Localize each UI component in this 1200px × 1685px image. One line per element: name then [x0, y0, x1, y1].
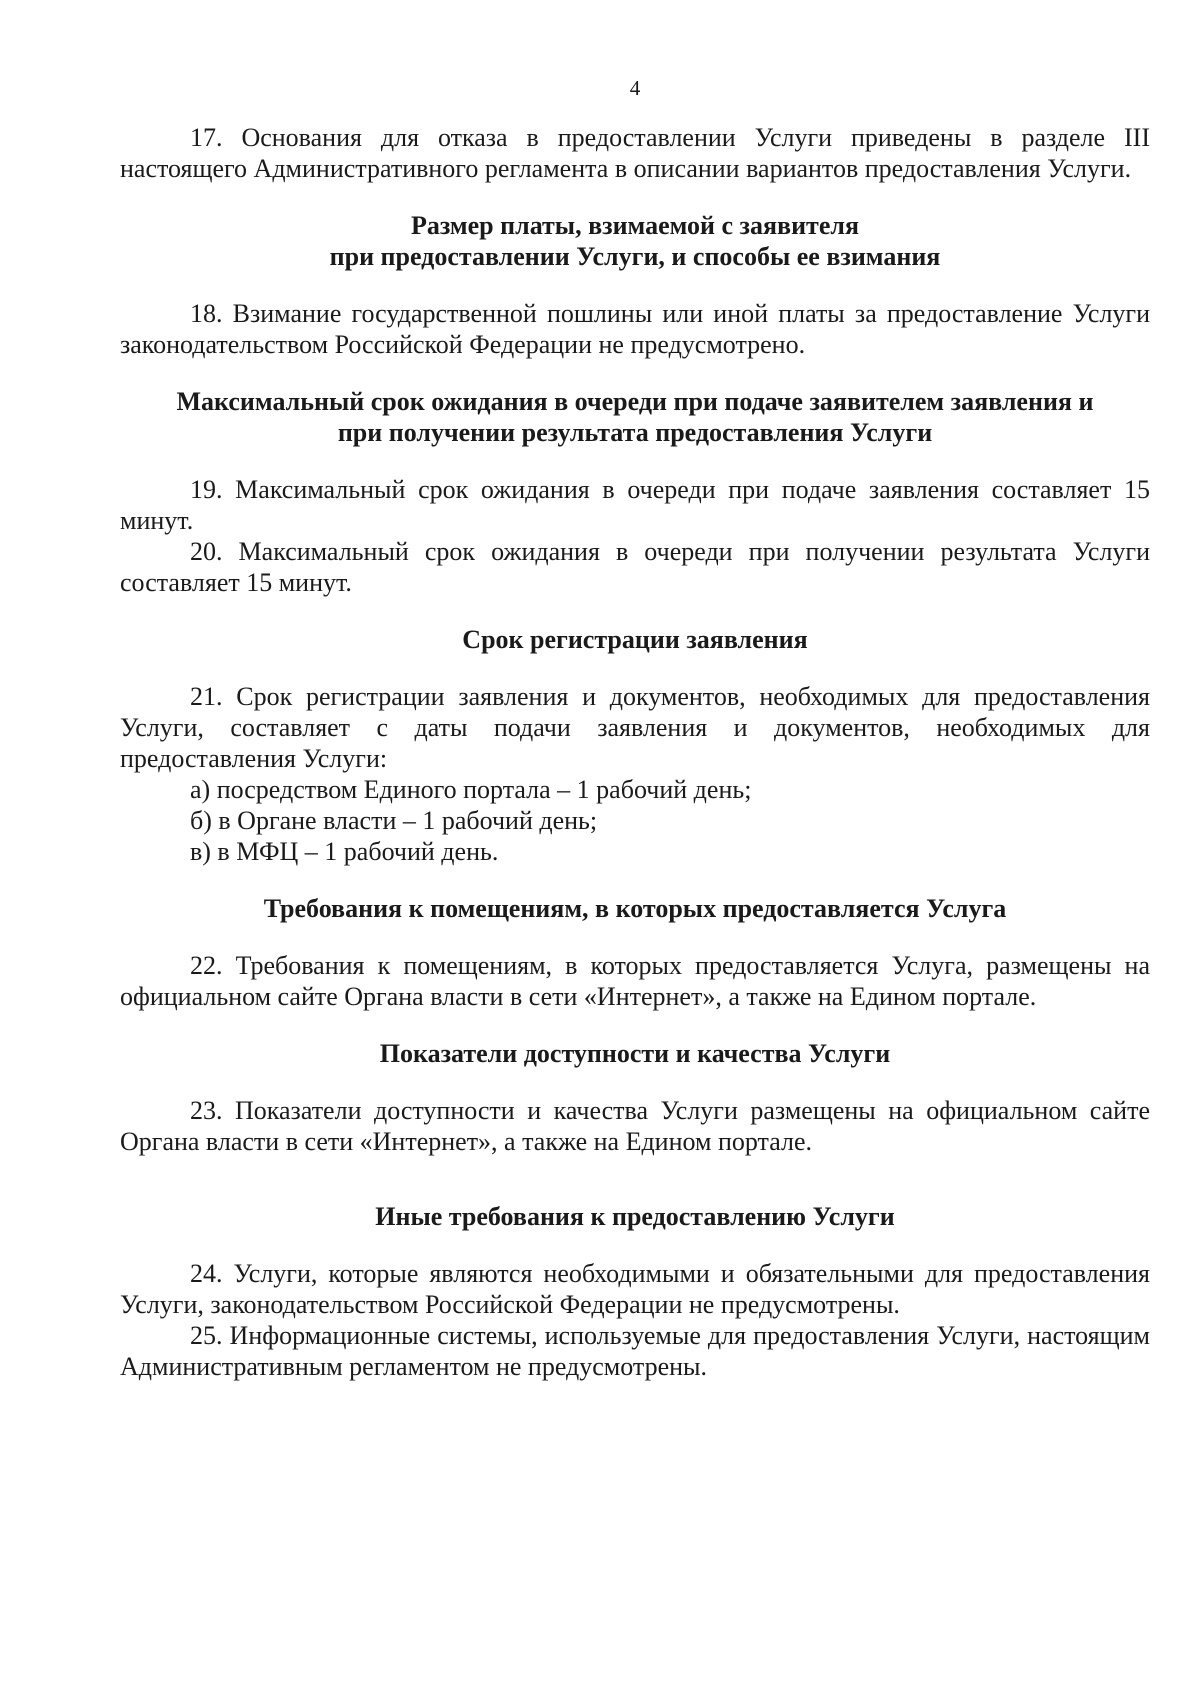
clause-17: 17. Основания для отказа в предоставлении Услуги приведены в разделе III настоящего Административного регламента в описании вариантов предоставления Услуги. — [120, 123, 1150, 183]
list-item-c: в) в МФЦ – 1 рабочий день. — [190, 837, 499, 866]
heading-fee-line-2: при предоставлении Услуги, и способы ее взимания — [329, 242, 941, 271]
heading-fee — [120, 210, 1150, 272]
heading-premises: Требования к помещениям, в которых предоставляется Услуга — [263, 894, 1007, 923]
heading-registration: Срок регистрации заявления — [462, 625, 808, 654]
list-item-a: а) посредством Единого портала – 1 рабочий день; — [190, 775, 752, 804]
document-body — [120, 122, 1150, 1382]
clause-24: 24. Услуги, которые являются необходимыми и обязательными для предоставления Услуги, законодательством Российской Федерации не предусмотрены. — [120, 1259, 1150, 1319]
clause-20: 20. Максимальный срок ожидания в очереди при получении результата Услуги составляет 15 минут. — [120, 537, 1150, 597]
clause-25: 25. Информационные системы, используемые для предоставления Услуги, настоящим Административным регламентом не предусмотрены. — [120, 1321, 1150, 1381]
clause-22: 22. Требования к помещениям, в которых предоставляется Услуга, размещены на официальном сайте Органа власти в сети «Интернет», а также на Едином портале. — [120, 951, 1150, 1011]
heading-queue — [120, 386, 1150, 448]
clause-23: 23. Показатели доступности и качества Услуги размещены на официальном сайте Органа власти в сети «Интернет», а также на Едином портале. — [120, 1096, 1150, 1156]
clause-19: 19. Максимальный срок ожидания в очереди при подаче заявления составляет 15 минут. — [120, 475, 1150, 535]
heading-fee-line-1: Размер платы, взимаемой с заявителя — [410, 211, 860, 240]
page-number: 4 — [629, 76, 641, 100]
clause-21: 21. Срок регистрации заявления и документов, необходимых для предоставления Услуги, составляет с даты подачи заявления и документов, необходимых для предоставления Услуги: — [120, 682, 1150, 773]
heading-queue-line-1: Максимальный срок ожидания в очереди при подаче заявителем заявления и — [176, 387, 1094, 416]
heading-other-requirements: Иные требования к предоставлению Услуги — [375, 1202, 895, 1231]
list-item-b: б) в Органе власти – 1 рабочий день; — [190, 806, 598, 835]
heading-accessibility: Показатели доступности и качества Услуги — [379, 1039, 891, 1068]
heading-queue-line-2: при получении результата предоставления Услуги — [337, 418, 933, 447]
clause-18: 18. Взимание государственной пошлины или иной платы за предоставление Услуги законодательством Российской Федерации не предусмотрено. — [120, 299, 1150, 359]
